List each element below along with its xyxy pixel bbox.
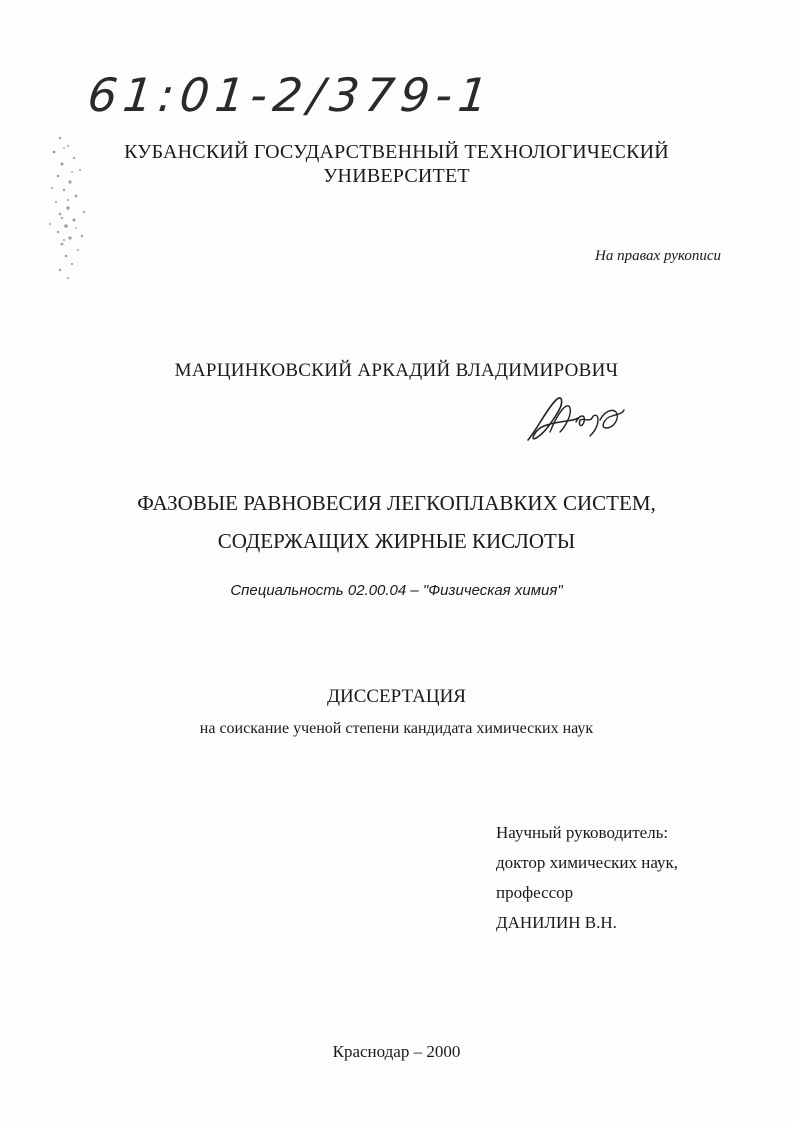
university-name: [0, 140, 793, 188]
author-name: МАРЦИНКОВСКИЙ АРКАДИЙ ВЛАДИМИРОВИЧ: [174, 360, 619, 381]
city-year: Краснодар – 2000: [332, 1042, 461, 1061]
supervisor-degree: доктор химических наук,: [496, 853, 679, 872]
dissertation-title: [0, 484, 793, 560]
title-line-1: ФАЗОВЫЕ РАВНОВЕСИЯ ЛЕГКОПЛАВКИХ СИСТЕМ,: [137, 491, 656, 515]
supervisor-block: [496, 818, 678, 938]
rights-note: На правах рукописи: [595, 248, 721, 264]
supervisor-name: ДАНИЛИН В.Н.: [496, 913, 617, 932]
supervisor-role: Научный руководитель:: [496, 823, 669, 842]
university-line-1: КУБАНСКИЙ ГОСУДАРСТВЕННЫЙ ТЕХНОЛОГИЧЕСКИЙ: [124, 141, 669, 163]
degree-statement: на соискание ученой степени кандидата химических наук: [199, 720, 594, 737]
archive-number: 61:01-2/379-1: [85, 68, 497, 122]
specialty: Специальность 02.00.04 – "Физическая химия": [230, 582, 563, 599]
handwritten-signature: [520, 388, 630, 448]
university-line-2: УНИВЕРСИТЕТ: [323, 165, 470, 187]
document-type: ДИССЕРТАЦИЯ: [327, 686, 466, 707]
title-line-2: СОДЕРЖАЩИХ ЖИРНЫЕ КИСЛОТЫ: [217, 529, 576, 553]
supervisor-title: профессор: [496, 883, 574, 902]
